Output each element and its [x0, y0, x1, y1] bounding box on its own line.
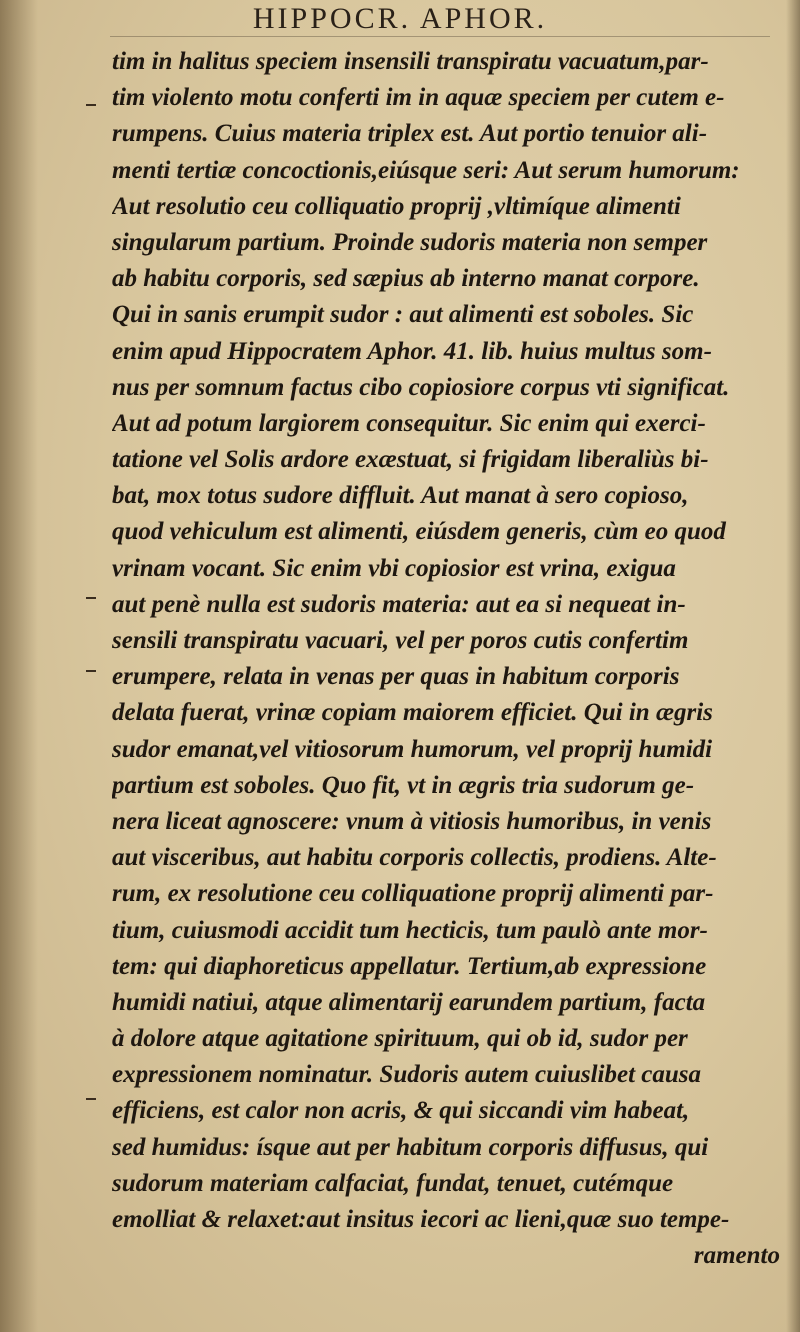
text-line: Qui in sanis erumpit sudor : aut alimenti est soboles. Sic — [112, 301, 694, 329]
text-line: ab habitu corporis, sed sæpius ab interno manat corpore. — [112, 265, 700, 293]
text-line: expressionem nominatur. Sudoris autem cuiuslibet causa — [112, 1061, 702, 1089]
margin-mark — [86, 1098, 96, 1100]
text-line: tium, cuiusmodi accidit tum hecticis, tum paulò ante mor- — [112, 916, 708, 944]
text-line: nus per somnum factus cibo copiosiore corpus vti significat. — [112, 373, 730, 401]
text-line: aut visceribus, aut habitu corporis collectis, prodiens. Alte- — [112, 844, 717, 872]
text-line: bat, mox totus sudore diffluit. Aut manat à sero copioso, — [112, 482, 689, 510]
text-line: quod vehiculum est alimenti, eiúsdem generis, cùm eo quod — [112, 518, 726, 546]
text-line: tatione vel Solis ardore exæstuat, si frigidam liberaliùs bi- — [112, 446, 709, 474]
text-line: nera liceat agnoscere: vnum à vitiosis humoribus, in venis — [112, 807, 712, 835]
text-line: rumpens. Cuius materia triplex est. Aut portio tenuior ali- — [112, 120, 708, 148]
text-line: vrinam vocant. Sic enim vbi copiosior est vrina, exigua — [112, 554, 676, 582]
margin-mark — [86, 104, 96, 106]
margin-mark — [86, 597, 96, 599]
text-line: tim in halitus speciem insensili transpiratu vacuatum,par- — [112, 48, 709, 75]
text-line: emolliat & relaxet:aut insitus iecori ac lieni,quæ suo tempe- — [112, 1206, 730, 1233]
text-line: delata fuerat, vrinæ copiam maiorem efficiet. Qui in ægris — [112, 699, 713, 727]
text-line: partium est soboles. Quo fit, vt in ægris tria sudorum ge- — [112, 771, 695, 799]
text-line: sed humidus: ísque aut per habitum corporis diffusus, qui — [112, 1133, 709, 1161]
text-line: singularum partium. Proinde sudoris materia non semper — [112, 228, 708, 256]
text-line: Aut resolutio ceu colliquatio proprij ,vltimíque alimenti — [112, 192, 681, 220]
margin-mark — [86, 670, 96, 672]
text-line: erumpere, relata in venas per quas in habitum corporis — [112, 663, 680, 691]
head-rule — [110, 36, 770, 37]
text-line: aut penè nulla est sudoris materia: aut ea si nequeat in- — [112, 590, 686, 618]
text-line: rum, ex resolutione ceu colliquatione proprij alimenti par- — [112, 880, 714, 908]
text-line: sudorum materiam calfaciat, fundat, tenuet, cutémque — [112, 1169, 674, 1197]
text-line: Aut ad potum largiorem consequitur. Sic enim qui exerci- — [112, 409, 706, 437]
text-line: sensili transpiratu vacuari, vel per poros cutis confertim — [112, 627, 689, 654]
text-line: menti tertiæ concoctionis,eiúsque seri: Aut serum humorum: — [112, 156, 740, 184]
text-line: à dolore atque agitatione spirituum, qui ob id, sudor per — [112, 1025, 688, 1053]
text-line: ramento — [693, 1242, 780, 1270]
text-line: humidi natiui, atque alimentarij earundem partium, facta — [112, 988, 706, 1016]
text-line: sudor emanat,vel vitiosorum humorum, vel proprij humidi — [112, 735, 713, 763]
text-line: tem: qui diaphoreticus appellatur. Tertium,ab expressione — [112, 952, 707, 980]
text-line: tim violento motu conferti im in aquæ speciem per cutem e- — [112, 84, 725, 112]
text-line: enim apud Hippocratem Aphor. 41. lib. huius multus som- — [112, 337, 712, 365]
body-text — [112, 44, 796, 1274]
gutter-shadow — [0, 0, 38, 1332]
text-line: efficiens, est calor non acris, & qui siccandi vim habeat, — [112, 1097, 690, 1125]
running-head: HIPPOCR. APHOR. — [252, 2, 548, 35]
